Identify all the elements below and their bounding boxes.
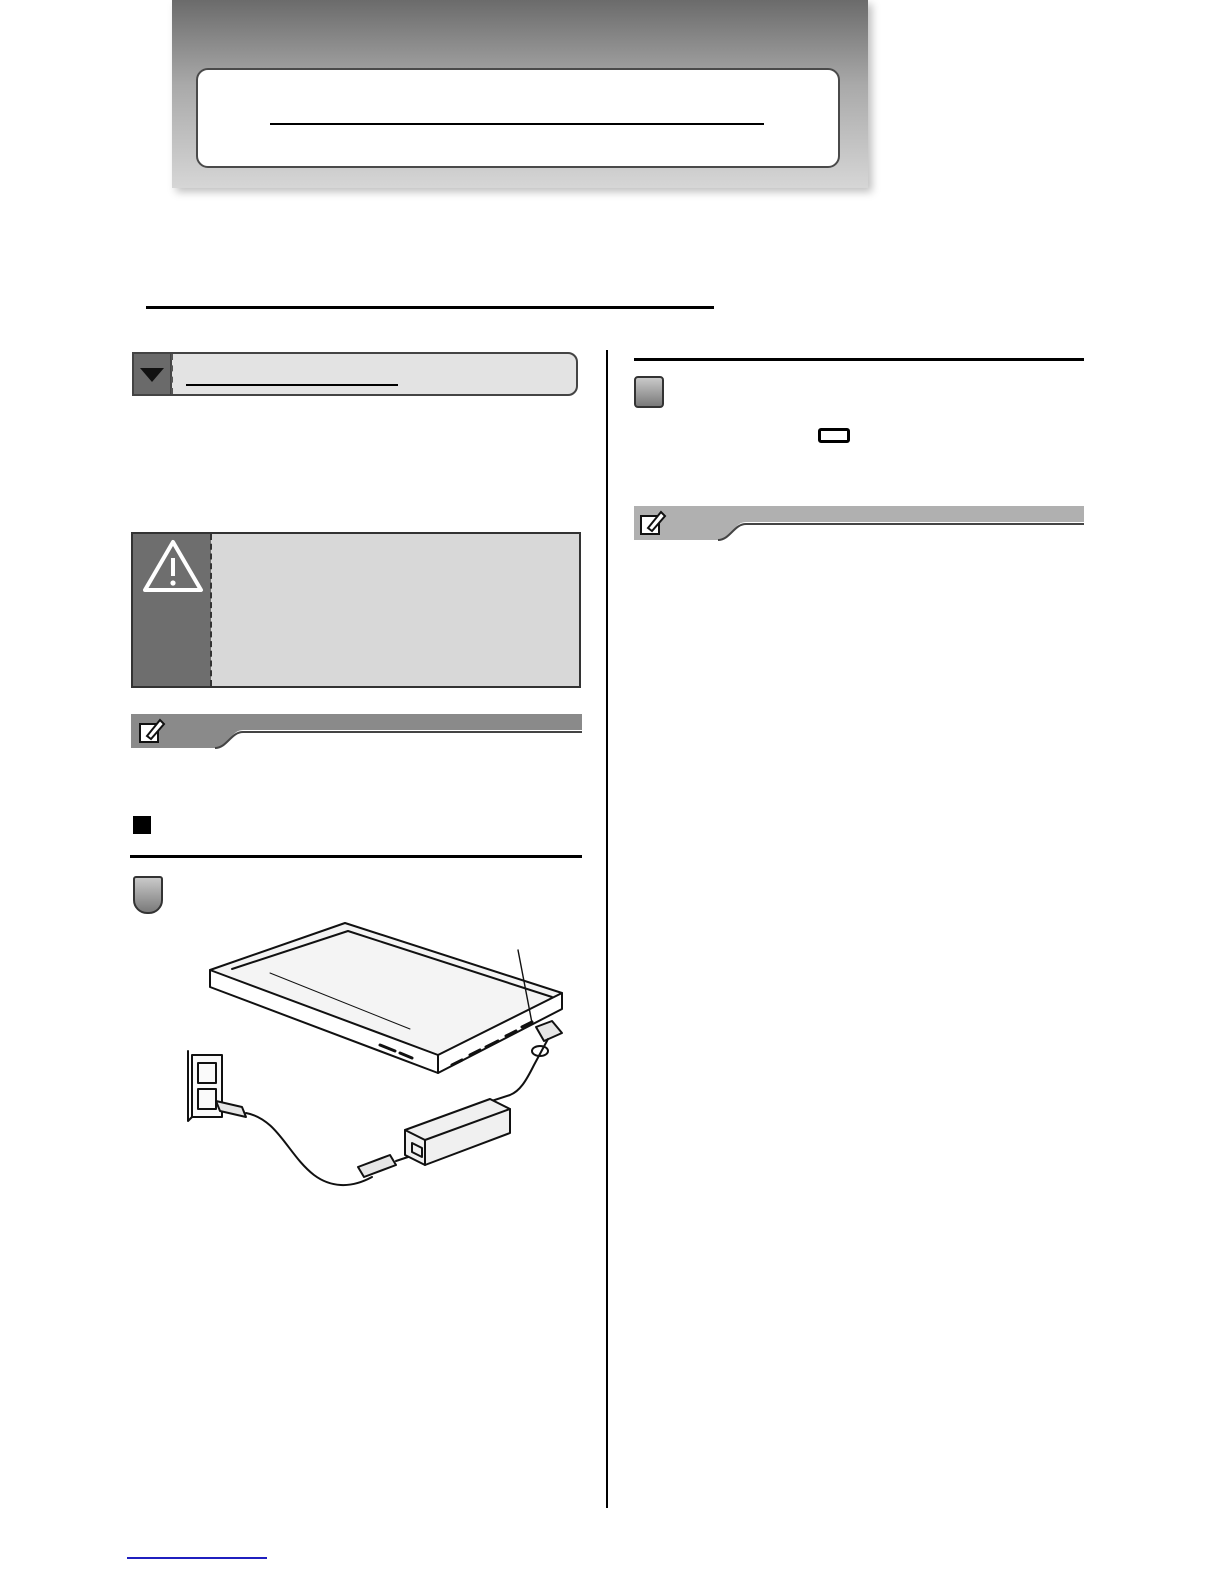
step-heading-rule (130, 855, 582, 858)
subsection-tab (132, 352, 172, 396)
step-badge-icon (133, 876, 163, 914)
footer-link-underline[interactable] (127, 1557, 267, 1559)
warning-side-panel (131, 532, 211, 688)
step-heading-rule-right (634, 358, 1084, 361)
chapter-title-underline (270, 123, 764, 125)
subsection-separator (171, 354, 173, 394)
step-marker-square (133, 816, 151, 834)
step-badge-icon (634, 376, 664, 408)
section-heading-underline (146, 306, 714, 309)
note-header-right (634, 506, 1084, 542)
column-divider (606, 350, 608, 1508)
chapter-title-box (196, 68, 840, 168)
warning-separator (210, 534, 212, 686)
laptop-adapter-illustration (180, 905, 580, 1205)
warning-triangle-icon (133, 534, 209, 604)
triangle-down-icon (134, 354, 170, 394)
battery-icon (818, 428, 850, 443)
subsection-bar (132, 352, 578, 396)
note-header-left (131, 714, 582, 750)
subsection-label-underline (186, 384, 398, 386)
